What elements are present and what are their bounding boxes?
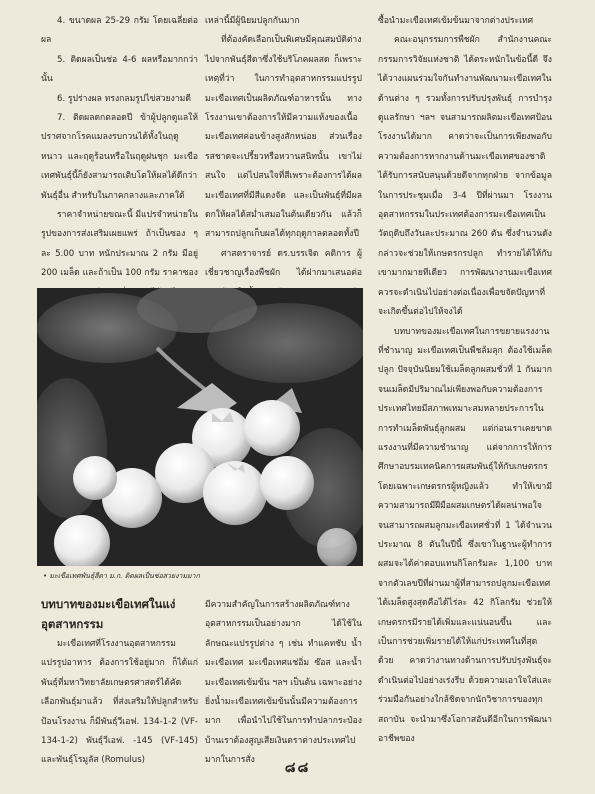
paragraph: ที่ต้องคัดเลือกเป็นพิเศษมีคุณสมบัติต่างไปจากพันธุ์สีดาซึ่งใช้บริโภคผลสด ก็เพราะเหตุที่ว่า ในการทำอุตสาหกรรมแปรรูปมะเขือเทศเป็นผลิตภัณฑ์อาหารนั้น ทางโรงงานเขาต้องการให้มีความแห้งของเนื้อมะเขือเทศค่อนข้างสูงสักหน่อย ส่วนเรื่องรสชาดจะเปรี้ยวหรือหวานสนิทนั้น เขาไม่สนใจ แต่ไปสนใจที่สีเพราะต้องการได้ผลมะเขือเทศที่มีสีแดงจัด และเป็นพันธุ์ที่มีผลดกให้ผลได้สม่ำเสมอในต้นเดียวกัน แล้วก็สามารถปลูกเก็บผลได้ทุกฤดูกาลตลอดทั้งปี (205, 35, 362, 240)
paragraph: มะเขือเทศที่โรงงานอุตสาหกรรมแปรรูปอาหาร ต้องการใช้อยู่มาก ก็ได้แก่พันธุ์ที่มหาวิทยาลัยเกษตรศาสตร์ได้คัดเลือกพันธุ์มาแล้ว ที่ส่งเสริมให้ปลูกสำหรับป้อนโรงงาน ก็มีพันธุ์วีเอฟ. 134-1-2 (VF-134-1-2) พันธุ์วีเอฟ. -145 (VF-145) และพันธุ์โรมูลัส (Romulus) (41, 639, 198, 766)
paragraph: เหล่านี้มีผู้นิยมปลูกกันมาก (205, 16, 300, 26)
paragraph: ศาสตราจารย์ ดร.บรรเจิด คติการ ผู้เชี่ยวชาญเรื่องพืชผัก ได้ฝากมาเสนอต่อ (205, 248, 362, 279)
paragraph: 4. ขนาดผล 25-29 กรัม โดยเฉลี่ยต่อผล (41, 16, 198, 46)
column-2-top (205, 12, 362, 323)
column-1-bottom (41, 635, 198, 771)
column-1-top (41, 12, 198, 303)
paragraph: ราคาจำหน่ายขณะนี้ มีแปรจำหน่ายในรูปของการส่งเสริมเผยแพร่ ถ้าเป็นซอง ๆ ละ 5.00 บาท หนักประมาณ 2 กรัม มีอยู่ 200 เมล็ด และถ้าเป็น 100 กรัม ราคาซอง (41, 210, 198, 279)
tomato-cluster-illustration (37, 288, 363, 566)
paragraph: 7. ติดผลดกตลอดปี ข้าผู้ปลูกดูแลให้ปราศจากโรคแมลงรบกวนได้ทั้งในฤดูหนาว และฤดูร้อนหรือในฤดูฝนชุก มะเขือเทศพันธุ์นี้ก็ยังสามารถเติบโตให้ผลได้ดีกว่าพันธุ์อื่น สำหรับในภาคกลางและภาคใต้ (41, 113, 198, 201)
paragraph: คณะอนุกรรมการพืชผัก สำนักงานคณะกรรมการวิจัยแห่งชาติ ได้ตระหนักในข้อนี้ดี จึงได้วางแผนร่วมใจกันทำงานพัฒนามะเขือเทศในด้านต่าง ๆ รวมทั้งการปรับปรุงพันธุ์ การบำรุงดูแลรักษา ฯลฯ จนสามารถผลิตมะเขือเทศป้อนโรงงานได้มาก คาดว่าจะเป็นการเพียงพอกับความต้องการหากงานด้านมะเขือเทศของชาติได้รับการสนับสนุนด้วยดีจากทุกฝ่าย จากข้อมูลในการประชุมเมื่อ 3-4 ปีที่ผ่านมา โรงงานอุตสาหกรรมในประเทศต้องการมะเขือเทศเป็นวัตถุดิบถึงวันละประมาณ 260 ตัน ซึ่งจำนวนดังกล่าวจะช่วยให้เกษตรกรปลูก ทำรายได้ให้กับเขามากมายทีเดียว การพัฒนางานมะเขือเทศควรจะดำเนินไปอย่างต่อเนื่องเพื่อขจัดปัญหาที่จะเกิดขึ้นต่อไปให้จงได้ (378, 35, 552, 318)
column-3 (378, 12, 552, 749)
paragraph: มีความสำคัญในการสร้างผลิตภัณฑ์ทางอุตสาหกรรมเป็นอย่างมาก ได้ใช้ในลักษณะแปรรูปต่าง ๆ เช่น ทำแคทชับ น้ำมะเขือเทศ มะเขือเทศแช่อิ่ม ซ๊อส และน้ำมะเขือเทศเข้มข้น ฯลฯ เป็นต้น เฉพาะอย่างยิ่งน้ำมะเขือเทศเข้มข้นนั้นมีความต้องการมาก เพื่อนำไปใช้ในการทำปลากระป๋อง บ้านเราต้องสูญเสียเงินตราต่างประเทศไปมากในการสั่ง (205, 600, 362, 766)
page-number: ๘๘ (284, 760, 311, 776)
tomato-photo (37, 288, 363, 566)
section-heading: บทบาทของมะเขือเทศในแง่อุตสาหกรรม (41, 597, 176, 631)
paragraph: ซื้อนำมะเขือเทศเข้มข้นมาจากต่างประเทศ (378, 16, 534, 26)
column-2-bottom (205, 596, 362, 771)
photo-caption: • มะเขือเทศพันธุ์สีดา ม.ก. ติดผลเป็นช่อสวยงามมาก (43, 572, 200, 580)
paragraph: บทบาทของมะเขือเทศในการขยายแรงงานที่ชำนาญ มะเขือเทศเป็นพืชล้มลุก ต้องใช้เมล็ดปลูก ปัจจุบันนิยมใช้เมล็ดลูกผสมชั่วที่ 1 กันมาก จนเมล็ดมีปริมาณไม่เพียงพอกับความต้องการ ประเทศไทยมีสภาพเหมาะสมหลายประการในการทำเมล็ดพันธุ์ลูกผสม แต่ก่อนเราเคยขาดแรงงานที่มีความชำนาญ แต่จากการให้การศึกษาอบรมเทคนิคการผสมพันธุ์ให้กับเกษตรกร โดยเฉพาะเกษตรกรผู้หญิงแล้ว ทำให้เขามีความสามารถมีฝีมือผสมเกษตรได้ผลน่าพอใจ จนสามารถผสมลูกมะเขือเทศชั่วที่ 1 ได้จำนวนประมาณ 8 ตันในปีนี้ ซึ่งเขาในฐานะผู้ทำการผสมจะได้ค่าตอบแทนกิโลกรัมละ 1,100 บาท จากตัวเลขปีที่ผ่านมาผู้ที่สามารถปลูกมะเขือเทศได้เมล็ดสูงสุดคือได้ไร่ละ 42 กิโลกรัม ช่วยให้เกษตรกรมีรายได้เพิ่มและแน่นอนขึ้น และเป็นการช่วยเพิ่มรายได้ให้แก่ประเทศในที่สุดด้วย คาดว่างานทางด้านการปรับปรุงพันธุ์จะดำเนินต่อไปอย่างเร่งรีบ ด้วยความเอาใจใส่และร่วมมือกันอย่างใกล้ชิดจากนักวิชาการของทุกสถาบัน จะนำมาซึ่งโอกาสอันดีอีกในการพัฒนาอาชีพของ (378, 326, 552, 745)
paragraph: 6. รูปร่างผล ทรงกลมรูปไข่สวยงามดี (57, 93, 191, 104)
paragraph: 5. ติดผลเป็นช่อ 4-6 ผลหรือมากกว่านั้น (41, 54, 198, 85)
